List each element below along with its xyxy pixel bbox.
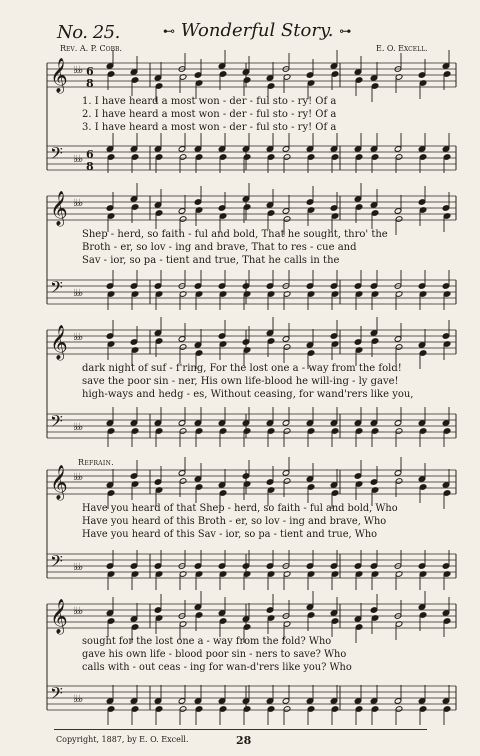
bass-clef-icon: 𝄢 [50, 551, 63, 575]
key-signature-bass-icon: ♭♭♭ [73, 562, 82, 573]
lyric-line: 3. I have heard a most won - der - ful sto - ry! Of a [82, 122, 337, 133]
title-ornament-right-icon: ⊶ [339, 24, 352, 38]
treble-clef-icon: 𝄞 [50, 58, 68, 93]
lyricist-credit: Rev. A. P. Cobb. [60, 44, 122, 53]
lyric-line: 2. I have heard a most won - der - ful sto - ry! Of a [82, 109, 337, 120]
time-signature-treble-bottom: 8 [86, 77, 94, 90]
lyric-line: 1. I have heard a most won - der - ful sto - ry! Of a [82, 96, 337, 107]
treble-clef-icon: 𝄞 [50, 325, 68, 360]
lyric-line: Have you heard of that Shep - herd, so faith - ful and bold, Who [82, 503, 398, 514]
treble-clef-icon: 𝄞 [50, 599, 68, 634]
lyric-line: high-ways and hedg - es, Without ceasing, for wand'rers like you, [82, 389, 414, 400]
key-signature-bass-icon: ♭♭♭ [73, 288, 82, 299]
lyric-line: gave his own life - blood poor sin - ners to save? Who [82, 649, 347, 660]
treble-clef-icon: 𝄞 [50, 191, 68, 226]
hymn-title-text: Wonderful Story. [180, 20, 334, 41]
key-signature-treble-icon: ♭♭♭ [73, 472, 82, 483]
lyric-line: calls with - out ceas - ing for wan-d'rers like you? Who [82, 662, 352, 673]
key-signature-treble-icon: ♭♭♭ [73, 65, 82, 76]
time-signature-treble-top: 6 [86, 65, 94, 78]
lyric-line: Have you heard of this Sav - ior, so pa - tient and true, Who [82, 529, 378, 540]
bass-clef-icon: 𝄢 [50, 411, 63, 435]
lyric-line: sought for the lost one a - way from the fold? Who [82, 636, 332, 647]
lyric-line: Shep - herd, so faith - ful and bold, That he sought, thro' the [82, 229, 388, 240]
title-ornament-left-icon: ⊷ [163, 24, 175, 38]
lyric-line: Sav - ior, so pa - tient and true, That he calls in the [82, 255, 340, 266]
lyric-line: dark night of suf - f'ring, For the lost one a - way from the fold! [82, 363, 402, 374]
key-signature-bass-icon: ♭♭♭ [73, 694, 82, 705]
key-signature-treble-icon: ♭♭♭ [73, 198, 82, 209]
footer-rule [54, 729, 427, 730]
lyric-line: Have you heard of this Broth - er, so lov - ing and brave, Who [82, 516, 387, 527]
time-signature-bass-bottom: 8 [86, 160, 94, 173]
page-number: 28 [236, 734, 252, 747]
composer-credit: E. O. Excell. [376, 44, 428, 53]
copyright-notice: Copyright, 1887, by E. O. Excell. [56, 735, 189, 744]
key-signature-bass-icon: ♭♭♭ [73, 422, 82, 433]
hymn-number: No. 25. [57, 22, 120, 43]
bass-clef-icon: 𝄢 [50, 277, 63, 301]
key-signature-bass-icon: ♭♭♭ [73, 154, 82, 165]
treble-clef-icon: 𝄞 [50, 465, 68, 500]
bass-clef-icon: 𝄢 [50, 143, 63, 167]
time-signature-bass-top: 6 [86, 148, 94, 161]
lyric-line: save the poor sin - ner, His own life-blood he will-ing - ly gave! [82, 376, 399, 387]
refrain-label: Refrain. [78, 458, 114, 467]
lyric-line: Broth - er, so lov - ing and brave, That to res - cue and [82, 242, 357, 253]
key-signature-treble-icon: ♭♭♭ [73, 606, 82, 617]
bass-clef-icon: 𝄢 [50, 683, 63, 707]
key-signature-treble-icon: ♭♭♭ [73, 332, 82, 343]
